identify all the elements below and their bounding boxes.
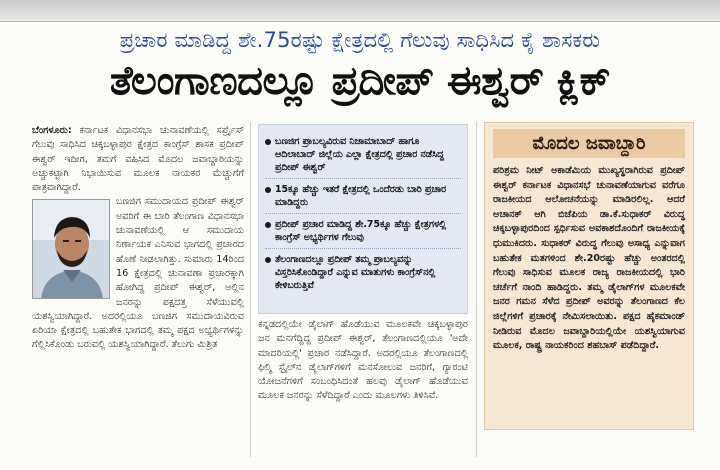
bullet-icon [265,187,271,193]
headline: ತೆಲಂಗಾಣದಲ್ಲೂ ಪ್ರದೀಪ್ ಈಶ್ವರ್ ಕ್ಲಿಕ್ [109,58,611,104]
dateline: ಬೆಂಗಳೂರು: [32,125,72,136]
highlight-item [265,249,461,296]
sidebar-body: ಪರಿಶ್ರಮ ನೀಟ್ ಅಕಾಡೆಮಿಯ ಮುಖ್ಯಸ್ಥರಾಗಿರುವ ಪ್ರದೀಪ್ ಈಶ್ವರ್ ಕರ್ನಾಟಕ ವಿಧಾನಸಭೆ ಚುನಾವಣೆಯಾಗುವ ವರೆಗೂ ರಾಜಕೀಯದ ಆಲೋಚನೆಯನ್ನು ಮಾಡಿರಲಿಲ್ಲ. ಆದರೆ ಅಚಾನಕ್ ಆಗಿ ಬಿಜೆಪಿಯ ಡಾ.ಕೆ.ಸುಧಾಕರ್ ವಿರುದ್ಧ ಚಿಕ್ಕಬಳ್ಳಾಪುರದಿಂದ ಸ್ಪರ್ಧಿಸುವ ಅವಕಾಶದೊಂದಿಗೆ ರಾಜಕೀಯಕ್ಕೆ ಧುಮುಕಿದರು. ಸುಧಾಕರ್ ವಿರುದ್ಧ ಗೆಲುವು ಅಸಾಧ್ಯ ಎನ್ನುವಾಗ ಬಹುತೇಕ ಮತಗಳಿಂದ ಶೇ.20ರಷ್ಟು ಹೆಚ್ಚು ಅಂತರದಲ್ಲಿ ಗೆಲುವು ಸಾಧಿಸುವ ಮೂಲಕ ರಾಜ್ಯ ರಾಜಕೀಯದಲ್ಲಿ ಭಾರಿ ಚರ್ಚೆಗೆ ನಾಂದಿ ಹಾಡಿದ್ದರು. ತಮ್ಮ ಡೈಲಾಗ್‌ಗಳ ಮೂಲಕವೇ ಜನರ ಗಮನ ಸೆಳೆದ ಪ್ರದೀಪ್ ಅವರನ್ನು ತೆಲಂಗಾಣದ ಕೆಲ ಜಿಲ್ಲೆಗಳಿಗೆ ಪ್ರಚಾರಕ್ಕೆ ನೇಮಿಸಲಾಯಿತು. ಪಕ್ಷದ ಹೈಕಮಾಂಡ್ ನೀಡಿರುವ ಮೊದಲ ಜವಾಬ್ದಾರಿಯಲ್ಲಿಯೇ ಯಶಸ್ವಿಯಾಗುವ ಮೂಲಕ, ರಾಷ್ಟ್ರ ನಾಯಕರಿಂದ ಶಹಬಾಸ್ ಪಡೆದಿದ್ದಾರೆ. [493,165,685,352]
highlight-text: 15ಕ್ಕೂ ಹೆಚ್ಚು ಇತರೆ ಕ್ಷೇತ್ರದಲ್ಲಿ ಒಂದೆರಡು ಬಾರಿ ಪ್ರಚಾರ ಮಾಡಿದ್ದರು [275,184,447,208]
highlight-item [265,214,461,249]
highlight-item [265,131,461,179]
highlights-box [258,124,468,314]
portrait-photo [32,199,110,299]
bullet-icon [265,139,271,145]
left-paragraph-1 [32,124,244,195]
portrait-illustration [33,200,110,299]
page-top-strip [0,0,720,22]
left-column [32,124,244,454]
highlight-item [265,179,461,214]
column-divider [476,122,477,457]
left-paragraph-2: ಬಣಜಿಗ ಸಮುದಾಯದ ಪ್ರದೀಪ್ ಈಶ್ವರ್ ಅವರಿಗೆ ಈ ಬಾರಿ ತೆಲಂಗಾಣ ವಿಧಾನಸಭಾ ಚುನಾವಣೆಯಲ್ಲಿ ಆ ಸಮುದಾಯ ನಿರ್ಣಾಯಕ ಎನಿಸುವ ಭಾಗದಲ್ಲಿ ಪ್ರಚಾರದ ಹೊಣೆ ನೀಡಲಾಗಿತ್ತು. ಸುಮಾರು 14ರಿಂದ 16 ಕ್ಷೇತ್ರದಲ್ಲಿ ಚುನಾವಣಾ ಪ್ರಚಾರಕ್ಕಾಗಿ ಹೋಗಿದ್ದ ಪ್ರದೀಪ್ ಈಶ್ವರ್, ಅಲ್ಲಿನ ಜನರನ್ನು ಪಕ್ಷದತ್ತ ಸೆಳೆಯುವಲ್ಲಿ ಯಶಸ್ವಿಯಾಗಿದ್ದಾರೆ. ಅದರಲ್ಲಿಯೂ ಬಣಜಿಗ ಸಮುದಾಯವಿರುವ ಏರಿಯಾ ಕ್ಷೇತ್ರದಲ್ಲಿ ಬಹುತೇಕ ಭಾಗದಲ್ಲಿ ತಮ್ಮ ಪಕ್ಷದ ಅಭ್ಯರ್ಥಿಗಳನ್ನು ಗೆಲ್ಲಿಸಿಕೊಂಡು ಬರುವಲ್ಲಿ ಯಶಸ್ವಿಯಾಗಿದ್ದಾರೆ. ತೆಲುಗು ಮಿಶ್ರಿತ [32,196,244,351]
left-paragraph-1-text: ಕರ್ನಾಟಕ ವಿಧಾನಸಭಾ ಚುನಾವಣೆಯಲ್ಲಿ ಸರ್ಪ್ರೈಸ್ ಗೆಲುವು ಸಾಧಿಸಿದ ಚಿಕ್ಕಬಳ್ಳಾಪುರ ಕ್ಷೇತ್ರದ ಕಾಂಗ್ರೆಸ್ ಶಾಸಕ ಪ್ರದೀಪ್ ಈಶ್ವರ್ ಇದೀಗ, ತಮಗೆ ವಹಿಸಿದ ಮೊದಲ ಜವಾಬ್ದಾರಿಯನ್ನು ಅಚ್ಚುಕಟ್ಟಾಗಿ ನಿಭಾಯಿಸುವ ಮೂಲಕ ನಾಯಕರ ಮೆಚ್ಚುಗೆಗೆ ಪಾತ್ರವಾಗಿದ್ದಾರೆ. [32,125,244,194]
bullet-icon [265,222,271,228]
kicker-subheading: ಪ್ರಚಾರ ಮಾಡಿದ್ದ ಶೇ.75ರಷ್ಟು ಕ್ಷೇತ್ರದಲ್ಲಿ ಗೆಲುವು ಸಾಧಿಸಿದ ಕೈ ಶಾಸಕರು [119,28,601,52]
column-divider [250,122,251,457]
sidebar-title: ಮೊದಲ ಜವಾಬ್ದಾರಿ [493,129,685,158]
bullet-icon [265,257,271,263]
middle-column [258,124,468,454]
middle-body-text: ಕನ್ನಡದಲ್ಲಿಯೇ ಡೈಲಾಗ್ ಹೊಡೆಯುವ ಮೂಲಕವೇ ಚಿಕ್ಕಬಳ್ಳಾಪುರ ಜನ ಮನಗೆದ್ದಿದ್ದ ಪ್ರದೀಪ್ ಈಶ್ವರ್, ತೆಲಂಗಾಣದಲ್ಲಿಯೂ 'ಅದೇ ಮಾದರಿಯಲ್ಲಿ' ಪ್ರಚಾರ ನಡೆಸಿದ್ದಾರೆ. ಅದರಲ್ಲಿಯೂ ತೆಲಂಗಾಣದಲ್ಲಿ ಫಿಲ್ಮಿ ಸ್ಟೈಲ್‌ನ ಡೈಲಾಗ್‌ಗಳಿಗೆ ಮನಸೋಲುವ ಜನರಿಗೆ, ಗ್ಯಾರಂಟಿ ಯೋಜನೆಗಳಿಗೆ ಸಂಬಂಧಿಸಿದಂತೆ ಹಲವು ಡೈಲಾಗ್ ಹೊಡೆಯುವ ಮೂಲಕ ಜನರನ್ನು ಸೆಳೆದಿದ್ದಾರೆ ಎಂದು ಮೂಲಗಳು ತಿಳಿಸಿವೆ. [258,319,468,402]
sidebar-box [484,122,694,430]
highlight-text: ಪ್ರದೀಪ್ ಪ್ರಚಾರ ಮಾಡಿದ್ದ ಶೇ.75ಕ್ಕೂ ಹೆಚ್ಚು ಕ್ಷೇತ್ರಗಳಲ್ಲಿ ಕಾಂಗ್ರೆಸ್ ಅಭ್ಯರ್ಥಿಗಳ ಗೆಲುವು [275,219,447,243]
highlight-text: ತೆಲಂಗಾಣದಲ್ಲೂ ಪ್ರದೀಪ್ ತಮ್ಮ ಪ್ರಾಬಲ್ಯವನ್ನು ವಿಸ್ತರಿಸಿಕೊಂಡಿದ್ದಾರೆ ಎನ್ನುವ ಮಾತುಗಳು ಕಾಂಗ್ರೆಸ್‌ನಲ್ಲಿ ಕೇಳಿಬರುತ್ತಿವೆ [275,254,436,291]
highlight-text: ಬಣಜಿಗ ಪ್ರಾಬಲ್ಯವಿರುವ ನಿಜಾಮಾಬಾದ್ ಹಾಗೂ ಆದಿಲಾಬಾದ್ ಜಿಲ್ಲೆಯ ಎಲ್ಲಾ ಕ್ಷೇತ್ರದಲ್ಲಿ ಪ್ರಚಾರ ನಡೆಸಿದ್ದ ಪ್ರದೀಪ್ ಈಶ್ವರ್ [275,136,444,173]
